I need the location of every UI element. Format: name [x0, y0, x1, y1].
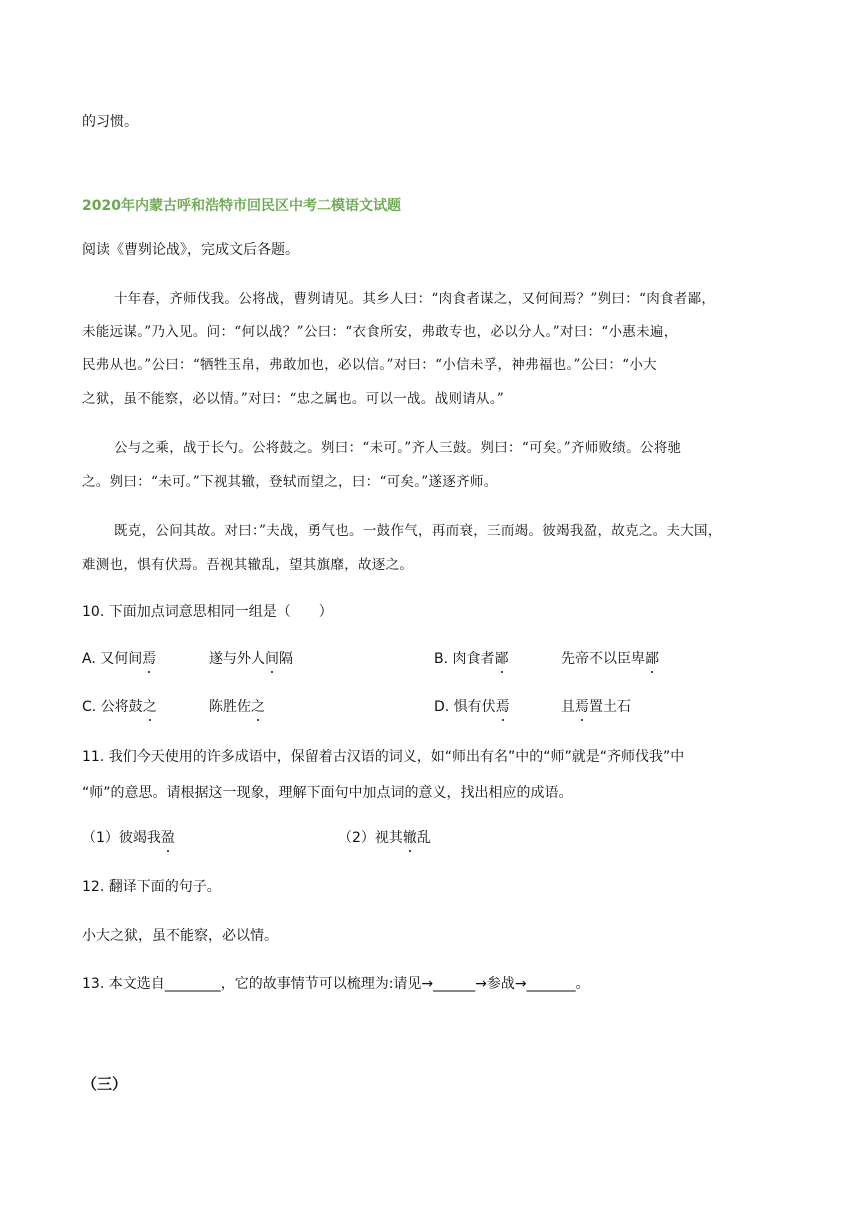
option-d-pair: 且焉置土石	[561, 699, 631, 715]
option-a-pair: 遂与外人间隔	[209, 651, 293, 667]
emphasis-dot-char: 之	[142, 699, 157, 715]
option-d: D. 惧有伏焉	[434, 699, 510, 715]
option-a: A. 又何间焉	[82, 651, 157, 667]
emphasis-dot-char: 焉	[575, 699, 589, 715]
question-10-stem: 10. 下面加点词意思相同一组是（ ）	[82, 604, 333, 620]
section-title: 2020年内蒙古呼和浩特市回民区中考二模语文试题	[82, 198, 401, 214]
option-c-pair: 陈胜佐之	[209, 699, 265, 715]
intro-tail: 的习惯。	[82, 114, 138, 130]
emphasis-dot-char: 鄙	[494, 651, 509, 667]
option-c: C. 公将鼓之	[82, 699, 157, 715]
option-b: B. 肉食者鄙	[434, 651, 509, 667]
passage-line: 未能远谋。”乃入见。问：“何以战？”公曰：“衣食所安，弗敢专也，必以分人。”对曰：“小惠未遍，	[82, 324, 678, 340]
emphasis-dot-char: 辙	[402, 830, 417, 846]
question-13: 13. 本文选自________，它的故事情节可以梳理为:请见→______→参战→_______。	[82, 976, 590, 992]
passage-line: 公与之乘，战于长勺。公将鼓之。刿曰：“未可。”齐人三鼓。刿曰：“可矣。”齐师败绩。公将驰	[114, 440, 682, 456]
question-11-line: “师”的意思。请根据这一现象，理解下面句中加点词的意义，找出相应的成语。	[82, 785, 573, 801]
passage-line: 难测也，惧有伏焉。吾视其辙乱，望其旗靡，故逐之。	[82, 557, 414, 573]
question-11-sub-1: （1）彼竭我盈	[82, 830, 175, 846]
option-b-pair: 先帝不以臣卑鄙	[561, 651, 659, 667]
passage-line: 之狱，虽不能察，必以情。”对曰：“忠之属也。可以一战。战则请从。”	[82, 391, 505, 407]
question-11-sub-2: （2）视其辙乱	[338, 830, 431, 846]
emphasis-dot-char: 焉	[495, 699, 510, 715]
passage-line: 十年春，齐师伐我。公将战，曹刿请见。其乡人曰：“肉食者谋之，又何间焉？”刿曰：“肉食者鄙，	[114, 291, 716, 307]
emphasis-dot-char: 鄙	[645, 651, 659, 667]
question-12-sentence: 小大之狱，虽不能察，必以情。	[82, 928, 278, 944]
question-11-line: 11. 我们今天使用的许多成语中，保留着古汉语的词义，如“师出有名”中的“师”就是“齐师伐我”中	[82, 749, 685, 765]
question-12-stem: 12. 翻译下面的句子。	[82, 879, 221, 895]
emphasis-dot-char: 之	[251, 699, 265, 715]
emphasis-dot-char: 焉	[142, 651, 157, 667]
passage-line: 民弗从也。”公曰：“牺牲玉帛，弗敢加也，必以信。”对曰：“小信未孚，神弗福也。”公曰：“小大	[82, 357, 657, 373]
passage-line: 之。刿曰：“未可。”下视其辙，登轼而望之，曰：“可矣。”遂逐齐师。	[82, 474, 498, 490]
passage-line: 既克，公问其故。对曰：”夫战，勇气也。一鼓作气，再而衰，三而竭。彼竭我盈，故克之。夫大国，	[114, 523, 722, 539]
emphasis-dot-char: 间	[265, 651, 279, 667]
section-three-heading: （三）	[82, 1075, 128, 1093]
emphasis-dot-char: 盈	[160, 830, 175, 846]
instruction: 阅读《曹刿论战》，完成文后各题。	[82, 242, 299, 258]
